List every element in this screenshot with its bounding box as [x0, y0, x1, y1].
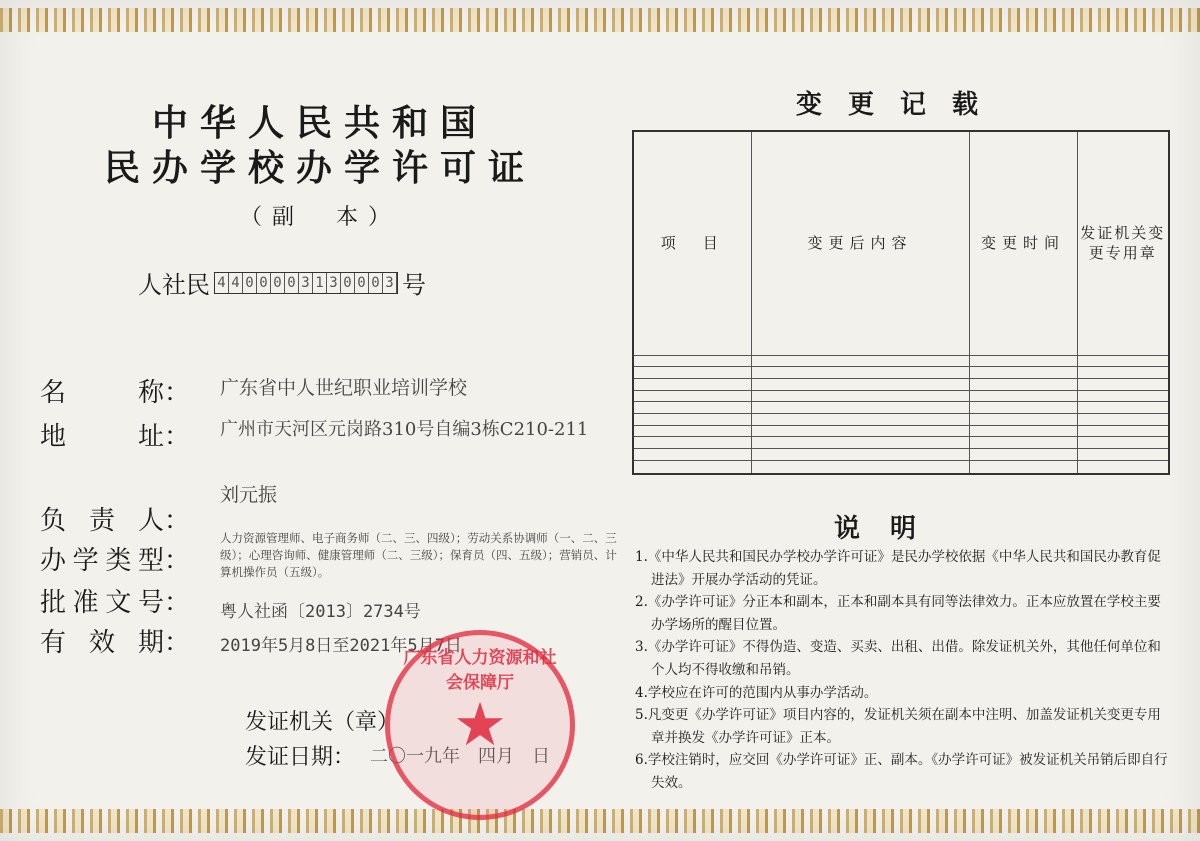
reg-digit: 0 — [341, 273, 355, 293]
table-header-row — [633, 131, 1169, 355]
address-value: 广州市天河区元岗路310号自编3栋C210-211 — [220, 419, 589, 440]
approval-label: 批 准 文 号： — [40, 588, 190, 618]
reg-digit: 3 — [327, 273, 341, 293]
reg-digit: 0 — [369, 273, 383, 293]
table-cell — [1077, 355, 1169, 367]
reg-digit: 3 — [383, 273, 397, 293]
table-row — [633, 355, 1169, 367]
reg-digit: 3 — [299, 273, 313, 293]
table-cell — [633, 402, 751, 414]
table-cell — [633, 437, 751, 449]
table-header-time: 变更时间 — [969, 131, 1077, 355]
reg-digit: 0 — [355, 273, 369, 293]
table-cell — [751, 449, 969, 461]
note-item: 1.《中华人民共和国民办学校办学许可证》是民办学校依据《中华人民共和国民办教育促进法》开展办学活动的凭证。 — [635, 549, 1161, 588]
table-cell — [969, 460, 1077, 474]
issuing-authority-label: 发证机关（章） — [245, 710, 400, 735]
table-cell — [969, 414, 1077, 426]
notes-title: 说明 — [833, 514, 946, 544]
table-cell — [751, 402, 969, 414]
table-cell — [969, 367, 1077, 379]
decorative-border-top — [0, 8, 1200, 32]
table-cell — [633, 414, 751, 426]
table-header-content: 变更后内容 — [751, 131, 969, 355]
reg-digit: 1 — [313, 273, 327, 293]
head-label: 负 责 人： — [40, 506, 190, 536]
table-row — [633, 460, 1169, 474]
table-cell — [751, 378, 969, 390]
notes-list — [633, 546, 1173, 795]
table-cell — [1077, 367, 1169, 379]
name-label: 名 称： — [40, 378, 190, 408]
star-icon: ★ — [453, 690, 507, 760]
note-item: 6.学校注销时，应交回《办学许可证》正、副本。《办学许可证》被发证机关吊销后即自行失效。 — [635, 752, 1168, 791]
table-cell — [969, 437, 1077, 449]
table-row — [633, 378, 1169, 390]
reg-digit: 4 — [215, 273, 229, 293]
reg-digit: 0 — [271, 273, 285, 293]
table-row — [633, 437, 1169, 449]
title-certificate: 民办学校办学许可证 — [103, 147, 536, 189]
head-value: 刘元振 — [220, 484, 278, 506]
change-record-table — [632, 130, 1170, 475]
table-row — [633, 402, 1169, 414]
school-type-value: 人力资源管理师、电子商务师（二、三、四级）；劳动关系协调师（一、二、三级）；心理咨询师、健康管理师（二、三级）；保育员（四、五级）；营销员、计算机操作员（五级）。 — [220, 531, 617, 579]
seal-text: 广东省人力资源和社会保障厅 — [403, 648, 557, 693]
change-record-rows — [633, 355, 1169, 474]
table-row — [633, 367, 1169, 379]
table-header-seal: 发证机关变更专用章 — [1077, 131, 1169, 355]
table-cell — [633, 390, 751, 402]
reg-digit: 4 — [229, 273, 243, 293]
table-cell — [969, 378, 1077, 390]
table-cell — [633, 355, 751, 367]
table-cell — [751, 425, 969, 437]
table-row — [633, 449, 1169, 461]
table-cell — [633, 425, 751, 437]
school-type-label: 办 学 类 型： — [40, 546, 190, 576]
reg-prefix: 人社民 — [138, 271, 210, 299]
note-item: 2.《办学许可证》分正本和副本，正本和副本具有同等法律效力。正本应放置在学校主要办学场所的醒目位置。 — [635, 594, 1161, 633]
table-cell — [751, 367, 969, 379]
registration-number — [138, 265, 426, 300]
table-cell — [969, 355, 1077, 367]
table-cell — [1077, 449, 1169, 461]
table-row — [633, 390, 1169, 402]
table-cell — [751, 390, 969, 402]
table-cell — [751, 437, 969, 449]
approval-value: 粤人社函〔2013〕2734号 — [220, 602, 421, 622]
table-cell — [1077, 390, 1169, 402]
issue-date-value: 二〇一九年 四月 日 — [370, 746, 550, 767]
table-header-item: 项 目 — [633, 131, 751, 355]
table-cell — [969, 449, 1077, 461]
reg-digit-boxes — [214, 272, 398, 294]
table-cell — [751, 414, 969, 426]
validity-value: 2019年5月8日至2021年5月7日 — [220, 636, 462, 656]
reg-digit: 0 — [257, 273, 271, 293]
note-item: 3.《办学许可证》不得伪造、变造、买卖、出租、出借。除发证机关外，其他任何单位和个人均不得收缴和吊销。 — [635, 639, 1161, 678]
table-cell — [633, 367, 751, 379]
table-cell — [633, 449, 751, 461]
table-cell — [1077, 402, 1169, 414]
reg-digit: 0 — [285, 273, 299, 293]
official-seal — [385, 630, 575, 820]
table-cell — [1077, 437, 1169, 449]
table-row — [633, 414, 1169, 426]
issue-date-label: 发证日期： — [245, 745, 356, 770]
table-cell — [969, 390, 1077, 402]
change-record-title: 变更记载 — [795, 90, 1004, 120]
table-cell — [751, 355, 969, 367]
table-row — [633, 425, 1169, 437]
validity-label: 有 效 期： — [40, 628, 190, 658]
reg-suffix: 号 — [402, 271, 426, 299]
note-item: 4.学校应在许可的范围内从事办学活动。 — [635, 684, 878, 701]
name-value: 广东省中人世纪职业培训学校 — [220, 377, 468, 399]
reg-digit: 0 — [243, 273, 257, 293]
table-cell — [1077, 414, 1169, 426]
title-copy: （副 本） — [239, 205, 400, 230]
decorative-border-bottom — [0, 809, 1200, 833]
title-country: 中华人民共和国 — [151, 102, 488, 144]
table-cell — [1077, 425, 1169, 437]
table-cell — [1077, 460, 1169, 474]
note-item: 5.凡变更《办学许可证》项目内容的，发证机关须在副本中注明、加盖发证机关变更专用章并换发《办学许可证》正本。 — [635, 707, 1161, 746]
table-cell — [751, 460, 969, 474]
table-cell — [969, 425, 1077, 437]
address-label: 地 址： — [40, 422, 190, 452]
table-cell — [633, 378, 751, 390]
table-cell — [1077, 378, 1169, 390]
table-cell — [969, 402, 1077, 414]
table-cell — [633, 460, 751, 474]
